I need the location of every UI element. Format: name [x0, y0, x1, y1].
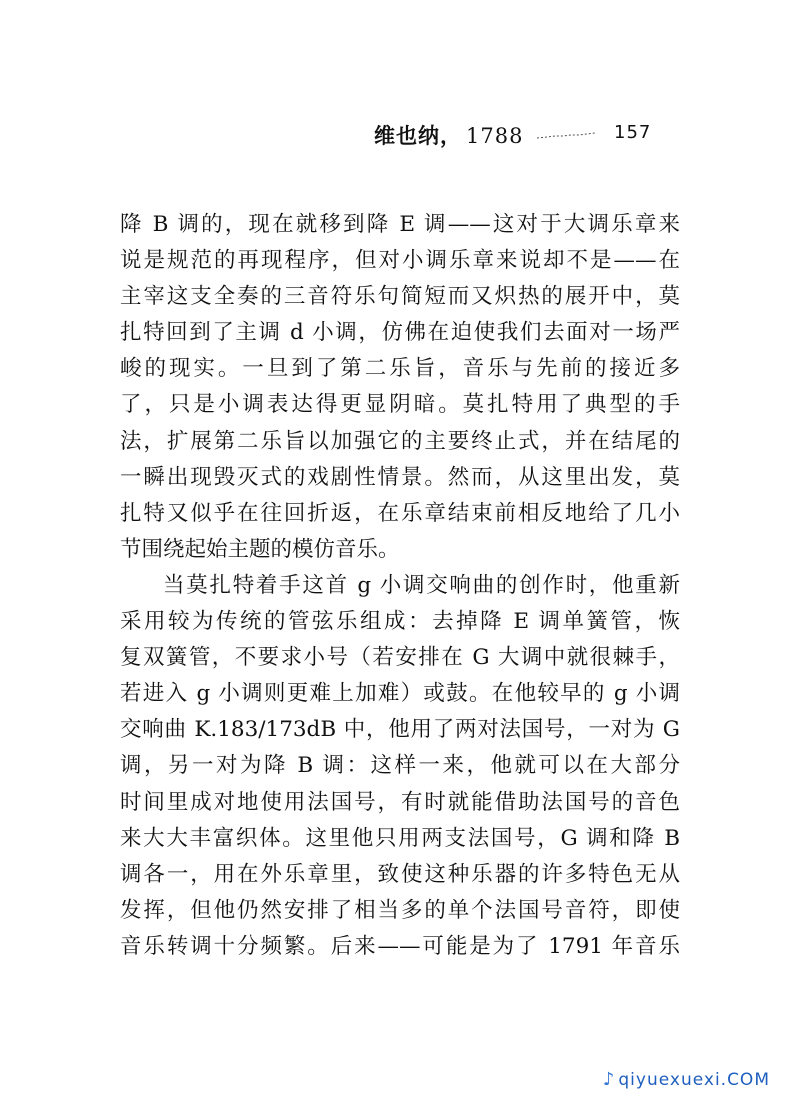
text-line: 当莫扎特着手这首 g 小调交响曲的创作时，他重新 — [163, 572, 680, 598]
text-line: 若进入 g 小调则更难上加难）或鼓。在他较早的 g 小调 — [120, 681, 680, 707]
text-line: 说是规范的再现程序，但对小调乐章来说却不是——在 — [120, 248, 680, 274]
music-note-icon: ♪ — [602, 1069, 616, 1090]
running-title-text: 维也纳， — [374, 123, 462, 148]
text-line: 采用较为传统的管弦乐组成：去掉降 E 调单簧管，恢 — [120, 609, 680, 635]
text-line: 音乐转调十分频繁。后来——可能是为了 1791 年音乐 — [120, 933, 680, 959]
header-ornament — [537, 132, 595, 140]
text-line: 复双簧管，不要求小号（若安排在 G 大调中就很棘手， — [120, 645, 680, 671]
text-line: 调各一，用在外乐章里，致使这种乐器的许多特色无从 — [120, 861, 680, 887]
body-text — [120, 207, 680, 965]
running-title-year: 1788 — [466, 124, 524, 148]
text-line: 峻的现实。一旦到了第二乐旨，音乐与先前的接近多 — [120, 356, 680, 382]
text-line: 扎特回到了主调 d 小调，仿佛在迫使我们去面对一场严 — [120, 320, 680, 346]
paragraph-1 — [120, 207, 680, 568]
running-header — [0, 120, 794, 150]
text-line: 发挥，但他仍然安排了相当多的单个法国号音符，即使 — [120, 897, 680, 923]
text-line: 了，只是小调表达得更显阴暗。莫扎特用了典型的手 — [120, 392, 680, 418]
watermark-text: qiyuexuexi.COM — [618, 1069, 770, 1090]
text-line: 降 B 调的，现在就移到降 E 调——这对于大调乐章来 — [120, 212, 680, 237]
text-line: 来大大丰富织体。这里他只用两支法国号，G 调和降 B — [120, 825, 680, 851]
text-line: 调，另一对为降 B 调：这样一来，他就可以在大部分 — [120, 753, 680, 779]
paragraph-2 — [120, 568, 680, 965]
text-line: 一瞬出现毁灭式的戏剧性情景。然而，从这里出发，莫 — [120, 464, 680, 490]
text-line: 扎特又似乎在往回折返，在乐章结束前相反地给了几小 — [120, 500, 680, 526]
text-line: 主宰这支全奏的三音符乐句简短而又炽热的展开中，莫 — [120, 284, 680, 310]
text-line: 时间里成对地使用法国号，有时就能借助法国号的音色 — [120, 789, 680, 815]
running-title — [374, 120, 523, 150]
text-line: 交响曲 K.183/173dB 中，他用了两对法国号，一对为 G — [120, 717, 680, 743]
text-line: 节围绕起始主题的模仿音乐。 — [120, 536, 400, 562]
text-line: 法，扩展第二乐旨以加强它的主要终止式，并在结尾的 — [120, 428, 680, 454]
site-watermark — [603, 1069, 770, 1090]
page-number: 157 — [614, 122, 652, 143]
